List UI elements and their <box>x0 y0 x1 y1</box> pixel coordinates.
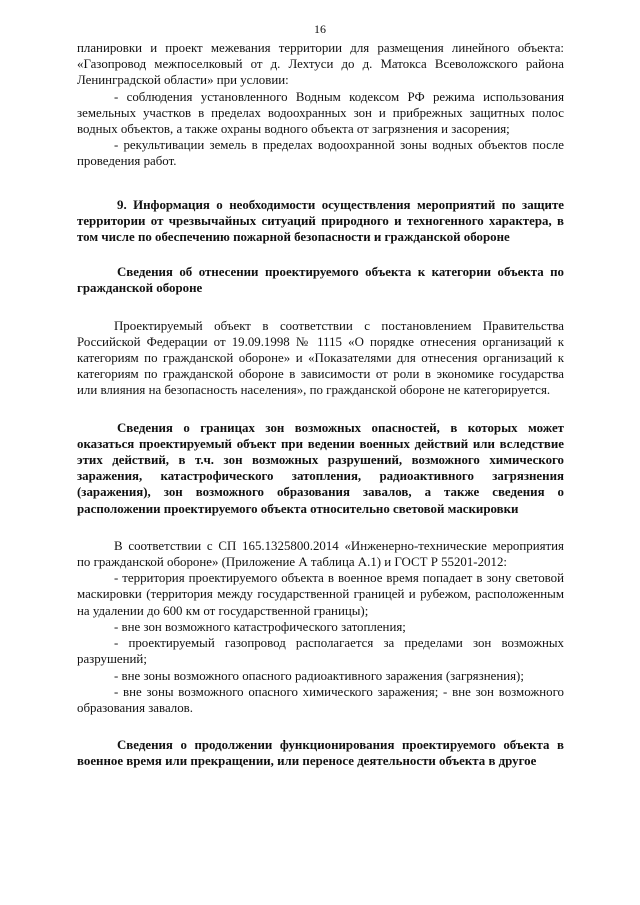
section-heading: Сведения об отнесении проектируемого объекта к категории объекта по гражданской обороне <box>77 265 564 296</box>
list-item: - вне зоны возможного опасного химического заражения; - вне зон возможного образования завалов. <box>77 684 564 715</box>
section-heading: Сведения о продолжении функционирования проектируемого объекта в военное время или прекращении, или переносе деятельности объекта в другое <box>77 738 564 769</box>
list-item: - рекультивации земель в пределах водоохранной зоны водных объектов после проведения работ. <box>77 138 564 169</box>
paragraph: Проектируемый объект в соответствии с постановлением Правительства Российской Федерации от 19.09.1998 № 1115 «О порядке отнесения организаций к категориям по гражданской обороне» и «Показателями для отнесения организаций к категориям по гражданской обороне в зависимости от роли в экономике государства или влияния на безопасность населения», по гражданской обороне не категорируется. <box>77 318 564 398</box>
list-item: - соблюдения установленного Водным кодексом РФ режима использования земельных участков в пределах водоохранных зон и прибрежных защитных полос водных объектов, а также охраны водного объекта от загрязнения и засорения; <box>77 89 564 137</box>
list-item: - вне зон возможного катастрофического затопления; <box>114 619 406 634</box>
paragraph: В соответствии с СП 165.1325800.2014 «Инженерно-технические мероприятия по гражданской обороне» (Приложение А таблица А.1) и ГОСТ Р 55201-2012: <box>77 538 564 570</box>
paragraph: планировки и проект межевания территории для размещения линейного объекта: «Газопровод межпоселковый от д. Лехтуси до д. Матокса Всеволожского района Ленинградской области» при условии: <box>77 41 564 88</box>
document-body <box>77 40 564 770</box>
page-number: 16 <box>314 22 326 36</box>
list-item: - территория проектируемого объекта в военное время попадает в зону световой маскировки (территория между государственной границей и рубежом, расположенным на удалении до 600 км от государственной границы); <box>77 571 564 618</box>
list-item: - проектируемый газопровод располагается за пределами зон возможных разрушений; <box>77 636 564 667</box>
section-heading: Сведения о границах зон возможных опасностей, в которых может оказаться проектируемый объект при ведении военных действий или вследствие этих действий, в т.ч. зон возможных разрушений, возможного химического заражения, катастрофического затопления, радиоактивного загрязнения (заражения), зон возможного образования завалов, а также сведения о расположении проектируемого объекта относительно световой маскировки <box>77 420 564 516</box>
section-heading: 9. Информация о необходимости осуществления мероприятий по защите территории от чрезвычайных ситуаций природного и техногенного характера, в том числе по обеспечению пожарной безопасности и гражданской обороне <box>77 197 564 245</box>
list-item: - вне зоны возможного опасного радиоактивного заражения (загрязнения); <box>114 668 524 683</box>
